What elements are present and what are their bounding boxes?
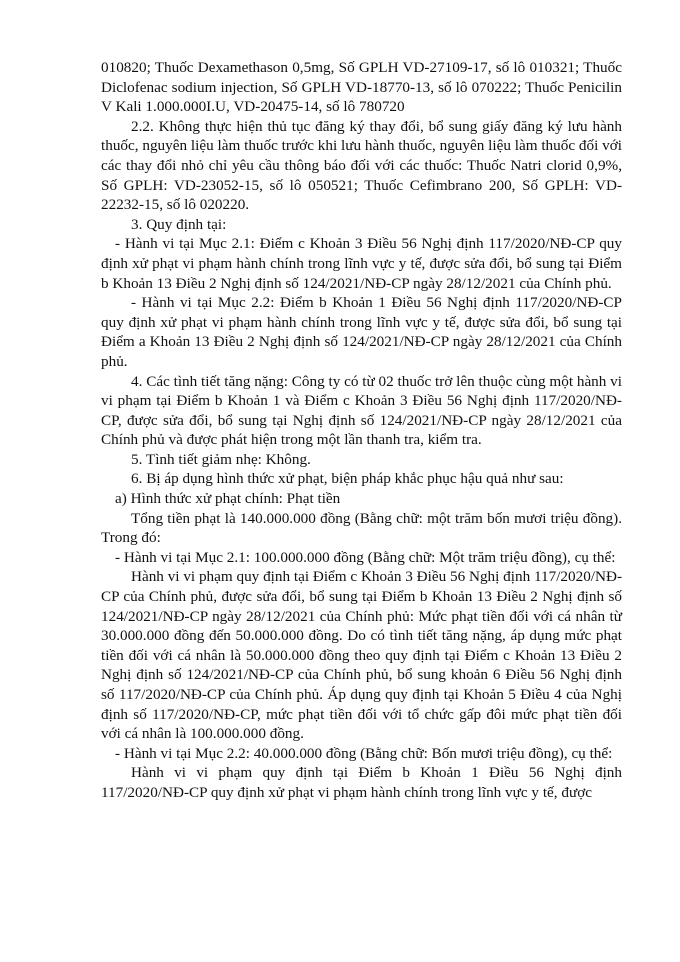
paragraph-section-5: 5. Tình tiết giảm nhẹ: Không. (131, 450, 311, 468)
paragraph-fine-item-2-2-detail: Hành vi vi phạm quy định tại Điểm b Khoản 1 Điều 56 Nghị định 117/2020/NĐ-CP quy định xử phạt vi phạm hành chính trong lĩnh vực y tế, được (101, 764, 622, 801)
paragraph-fine-item-2-2: - Hành vi tại Mục 2.2: 40.000.000 đồng (Bằng chữ: Bốn mươi triệu đồng), cụ thể: (115, 744, 613, 762)
paragraph-total-fine: Tổng tiền phạt là 140.000.000 đồng (Bằng chữ: một trăm bốn mươi triệu đồng). Trong đó: (101, 509, 622, 547)
paragraph-fine-item-2-1: - Hành vi tại Mục 2.1: 100.000.000 đồng (Bằng chữ: Một trăm triệu đồng), cụ thể: (115, 548, 616, 566)
paragraph-section-3-item-1: - Hành vi tại Mục 2.1: Điểm c Khoản 3 Điều 56 Nghị định 117/2020/NĐ-CP quy định xử phạt vi phạm hành chính trong lĩnh vực y tế, được sửa đổi, bổ sung tại Điểm b Khoản 13 Điều 2 Nghị định số 124/2021/NĐ-CP ngày 28/12/2021 của Chính phủ. (101, 235, 622, 292)
paragraph-section-4: 4. Các tình tiết tăng nặng: Công ty có từ 02 thuốc trở lên thuộc cùng một hành vi vi phạm tại Điểm b Khoản 1 và Điểm c Khoản 3 Điều 56 Nghị định 117/2020/NĐ-CP, được sửa đổi, bổ sung tại Nghị định số 124/2021/NĐ-CP ngày 28/12/2021 của Chính phủ và được phát hiện trong một lần thanh tra, kiểm tra. (101, 372, 622, 449)
paragraph-section-6: 6. Bị áp dụng hình thức xử phạt, biện pháp khắc phục hậu quả như sau: (131, 470, 564, 488)
paragraph-section-3-heading: 3. Quy định tại: (131, 215, 227, 233)
paragraph-section-6-a: a) Hình thức xử phạt chính: Phạt tiền (115, 490, 341, 508)
paragraph-fine-item-2-1-detail: Hành vi vi phạm quy định tại Điểm c Khoản 3 Điều 56 Nghị định 117/2020/NĐ-CP của Chính phủ, được sửa đổi, bổ sung tại Điểm b Khoản 13 Điều 2 Nghị định số 124/2021/NĐ-CP ngày 28/12/2021 của Chính phủ: Mức phạt tiền đối với cá nhân từ 30.000.000 đồng đến 50.000.000 đồng. Do có tình tiết tăng nặng, áp dụng mức phạt tiền đối với cá nhân là 50.000.000 đồng theo quy định tại Điểm c Khoản 13 Điều 2 Nghị định số 124/2021/NĐ-CP của Chính phủ, bổ sung khoản 6 Điều 56 Nghị định số 117/2020/NĐ-CP của Chính phủ. Áp dụng quy định tại Khoản 5 Điều 4 của Nghị định số 117/2020/NĐ-CP, mức phạt tiền đối với tổ chức gấp đôi mức phạt tiền đối với cá nhân là 100.000.000 đồng. (101, 568, 622, 743)
paragraph-drug-list-continued: 010820; Thuốc Dexamethason 0,5mg, Số GPLH VD-27109-17, số lô 010321; Thuốc Diclofenac sodium injection, Số GPLH VD-18770-13, số lô 070222; Thuốc Penicilin V Kali 1.000.000I.U, VD-20475-14, số lô 780720 (101, 59, 622, 116)
paragraph-section-3-item-2: - Hành vi tại Mục 2.2: Điểm b Khoản 1 Điều 56 Nghị định 117/2020/NĐ-CP quy định xử phạt vi phạm hành chính trong lĩnh vực y tế, được sửa đổi, bổ sung tại Điểm a Khoản 13 Điều 2 Nghị định số 124/2021/NĐ-CP ngày 28/12/2021 của Chính phủ. (101, 294, 622, 370)
document-page (101, 58, 622, 803)
paragraph-section-2-2: 2.2. Không thực hiện thủ tục đăng ký thay đổi, bổ sung giấy đăng ký lưu hành thuốc, nguyên liệu làm thuốc trước khi lưu hành thuốc, nguyên liệu làm thuốc đối với các thay đổi nhỏ chỉ yêu cầu thông báo đối với các thuốc: Thuốc Natri clorid 0,9%, Số GPLH: VD-23052-15, số lô 050521; Thuốc Cefimbrano 200, Số GPLH: VD-22232-15, số lô 020220. (101, 117, 622, 214)
